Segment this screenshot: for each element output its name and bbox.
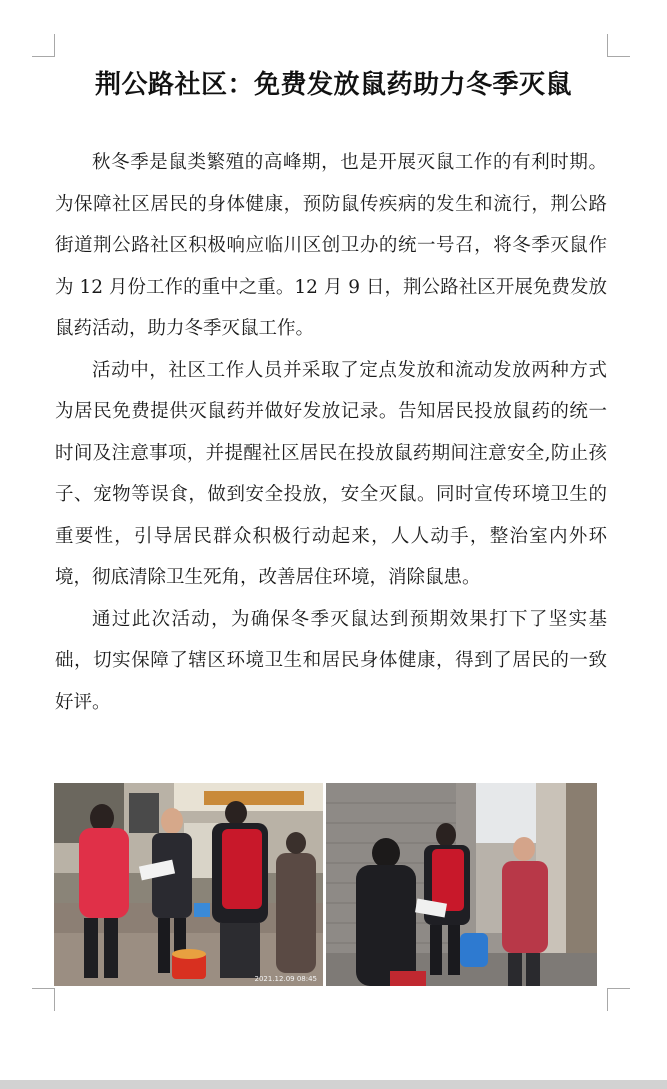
- photo-strip: [54, 783, 597, 986]
- photo-timestamp: 2021.12.09 08:45: [254, 975, 317, 983]
- crop-mark-top-right: [607, 34, 630, 57]
- document-body: [55, 142, 607, 723]
- paragraph-3: 通过此次活动，为确保冬季灭鼠达到预期效果打下了坚实基础，切实保障了辖区环境卫生和居民身体健康，得到了居民的一致好评。: [55, 608, 607, 713]
- page-bottom-edge: [0, 1080, 667, 1089]
- paragraph-2: 活动中，社区工作人员并采取了定点发放和流动发放两种方式为居民免费提供灭鼠药并做好发放记录。告知居民投放鼠药的统一时间及注意事项，并提醒社区居民在投放鼠药期间注意安全,防止孩子、宠物等误食，做到安全投放，安全灭鼠。同时宣传环境卫生的重要性，引导居民群众积极行动起来，人人动手，整治室内外环境，彻底清除卫生死角，改善居住环境，消除鼠患。: [55, 359, 607, 588]
- crop-mark-top-left: [32, 34, 55, 57]
- photo-fixed-point-distribution: [54, 783, 323, 986]
- crop-mark-bottom-left: [32, 988, 55, 1011]
- paragraph-1: 秋冬季是鼠类繁殖的高峰期，也是开展灭鼠工作的有利时期。为保障社区居民的身体健康，预防鼠传疾病的发生和流行，荆公路街道荆公路社区积极响应临川区创卫办的统一号召，将冬季灭鼠作为 12 月份工作的重中之重。12 月 9 日，荆公路社区开展免费发放鼠药活动，助力冬季灭鼠工作。: [55, 152, 607, 339]
- document-title: 荆公路社区：免费发放鼠药助力冬季灭鼠: [94, 70, 572, 100]
- photo-mobile-distribution: [326, 783, 597, 986]
- crop-mark-bottom-right: [607, 988, 630, 1011]
